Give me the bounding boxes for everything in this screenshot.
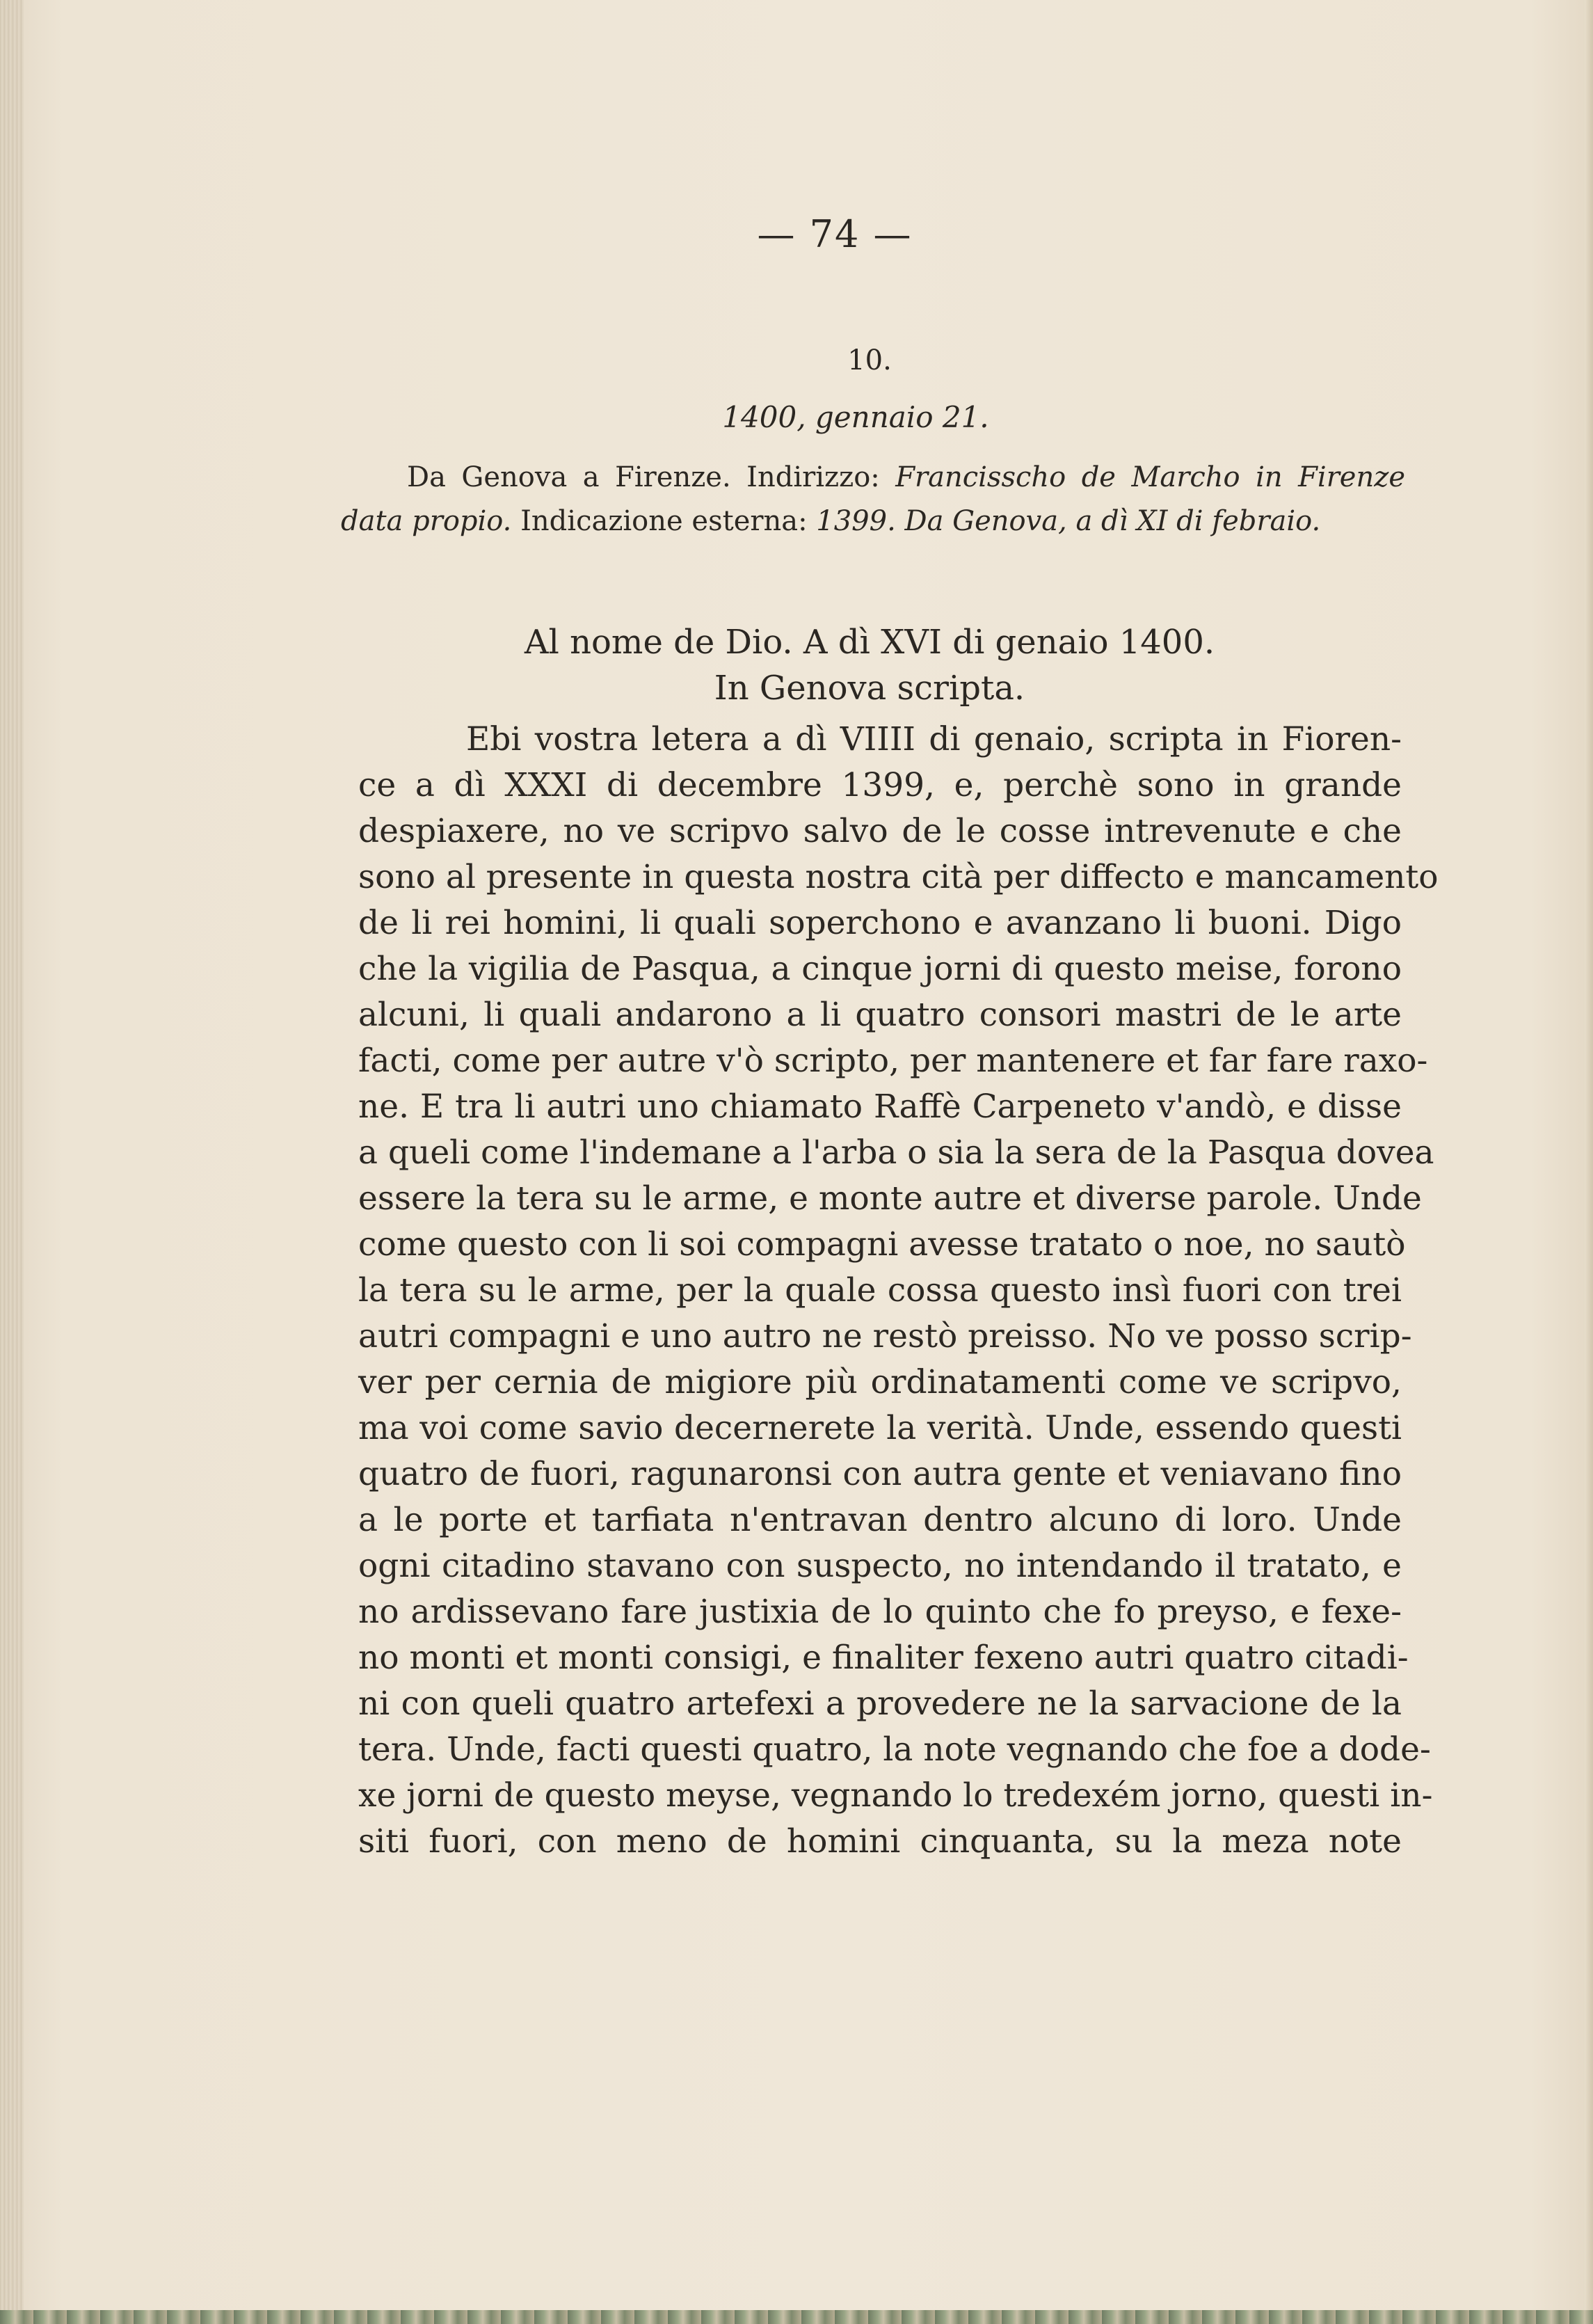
body-line: de li rei homini, li quali soperchono e avanzano li buoni. Digo xyxy=(358,904,1402,942)
page-number: — 74 — xyxy=(757,212,913,256)
body-line: tera. Unde, facti questi quatro, la note vegnando che foe a dode- xyxy=(358,1730,1431,1769)
body-line: sono al presente in questa nostra cità per diffecto e mancamento xyxy=(358,858,1439,896)
body-line: la tera su le arme, per la quale cossa questo insì fuori con trei xyxy=(358,1271,1402,1310)
body-line: a queli come l'indemane a l'arba o sia la sera de la Pasqua dovea xyxy=(358,1133,1434,1172)
body-line: no ardissevano fare justixia de lo quinto che fo preyso, e fexe- xyxy=(358,1593,1402,1631)
salutation-line: Al nome de Dio. A dì XVI di genaio 1400. xyxy=(524,623,1215,662)
body-line: ne. E tra li autri uno chiamato Raffè Carpeneto v'andò, e disse xyxy=(358,1088,1402,1126)
body-line: Ebi vostra letera a dì VIIII di genaio, scripta in Fioren- xyxy=(466,720,1402,758)
address-route: Da Genova a Firenze. Indirizzo: xyxy=(407,461,896,493)
body-line: che la vigilia de Pasqua, a cinque jorni di questo meise, forono xyxy=(358,950,1402,988)
body-line: alcuni, li quali andarono a li quatro consori mastri de le arte xyxy=(358,996,1402,1034)
letter-heading xyxy=(417,619,1322,711)
body-line: autri compagni e uno autro ne restò preisso. No ve posso scrip- xyxy=(358,1317,1412,1355)
binding-edge xyxy=(0,0,24,2324)
external-note-label: Indicazione esterna: xyxy=(511,505,817,537)
letter-body xyxy=(358,717,1439,1865)
page-edge xyxy=(1585,0,1593,2324)
body-line: ma voi come savio decernerete la verità. Unde, essendo questi xyxy=(358,1409,1402,1447)
bottom-edge-strip xyxy=(0,2310,1593,2324)
body-line: ce a dì XXXI di decembre 1399, e, perchè sono in grande xyxy=(358,766,1402,804)
salutation-line: In Genova scripta. xyxy=(714,669,1025,708)
body-line: siti fuori, con meno de homini cinquanta, su la meza note xyxy=(358,1822,1402,1861)
document-date: 1400, gennaio 21. xyxy=(722,400,989,434)
body-line: come questo con li soi compagni avesse tratato o noe, no sautò xyxy=(358,1225,1406,1264)
body-line: facti, come per autre v'ò scripto, per mantenere et far fare raxo- xyxy=(358,1042,1428,1080)
body-line: ni con queli quatro artefexi a provedere ne la sarvacione de la xyxy=(358,1685,1402,1723)
body-line: despiaxere, no ve scripvo salvo de le cosse intrevenute e che xyxy=(358,812,1402,850)
body-line: essere la tera su le arme, e monte autre et diverse parole. Unde xyxy=(358,1179,1422,1218)
document-number: 10. xyxy=(847,344,892,376)
address-note xyxy=(341,456,1405,543)
body-line: no monti et monti consigi, e finaliter fexeno autri quatro citadi- xyxy=(358,1639,1409,1677)
address-recipient: Francisscho de Marcho in Firenze data propio. xyxy=(341,461,1405,537)
body-line: ver per cernia de migiore più ordinatamenti come ve scripvo, xyxy=(358,1363,1402,1401)
body-line: a le porte et tarfiata n'entravan dentro alcuno di loro. Unde xyxy=(358,1501,1402,1539)
body-line: xe jorni de questo meyse, vegnando lo tredexém jorno, questi in- xyxy=(358,1776,1433,1815)
body-line: quatro de fuori, ragunaronsi con autra gente et veniavano fino xyxy=(358,1455,1402,1493)
body-line: ogni citadino stavano con suspecto, no intendando il tratato, e xyxy=(358,1547,1402,1585)
external-note: 1399. Da Genova, a dì XI di febraio. xyxy=(816,505,1321,537)
